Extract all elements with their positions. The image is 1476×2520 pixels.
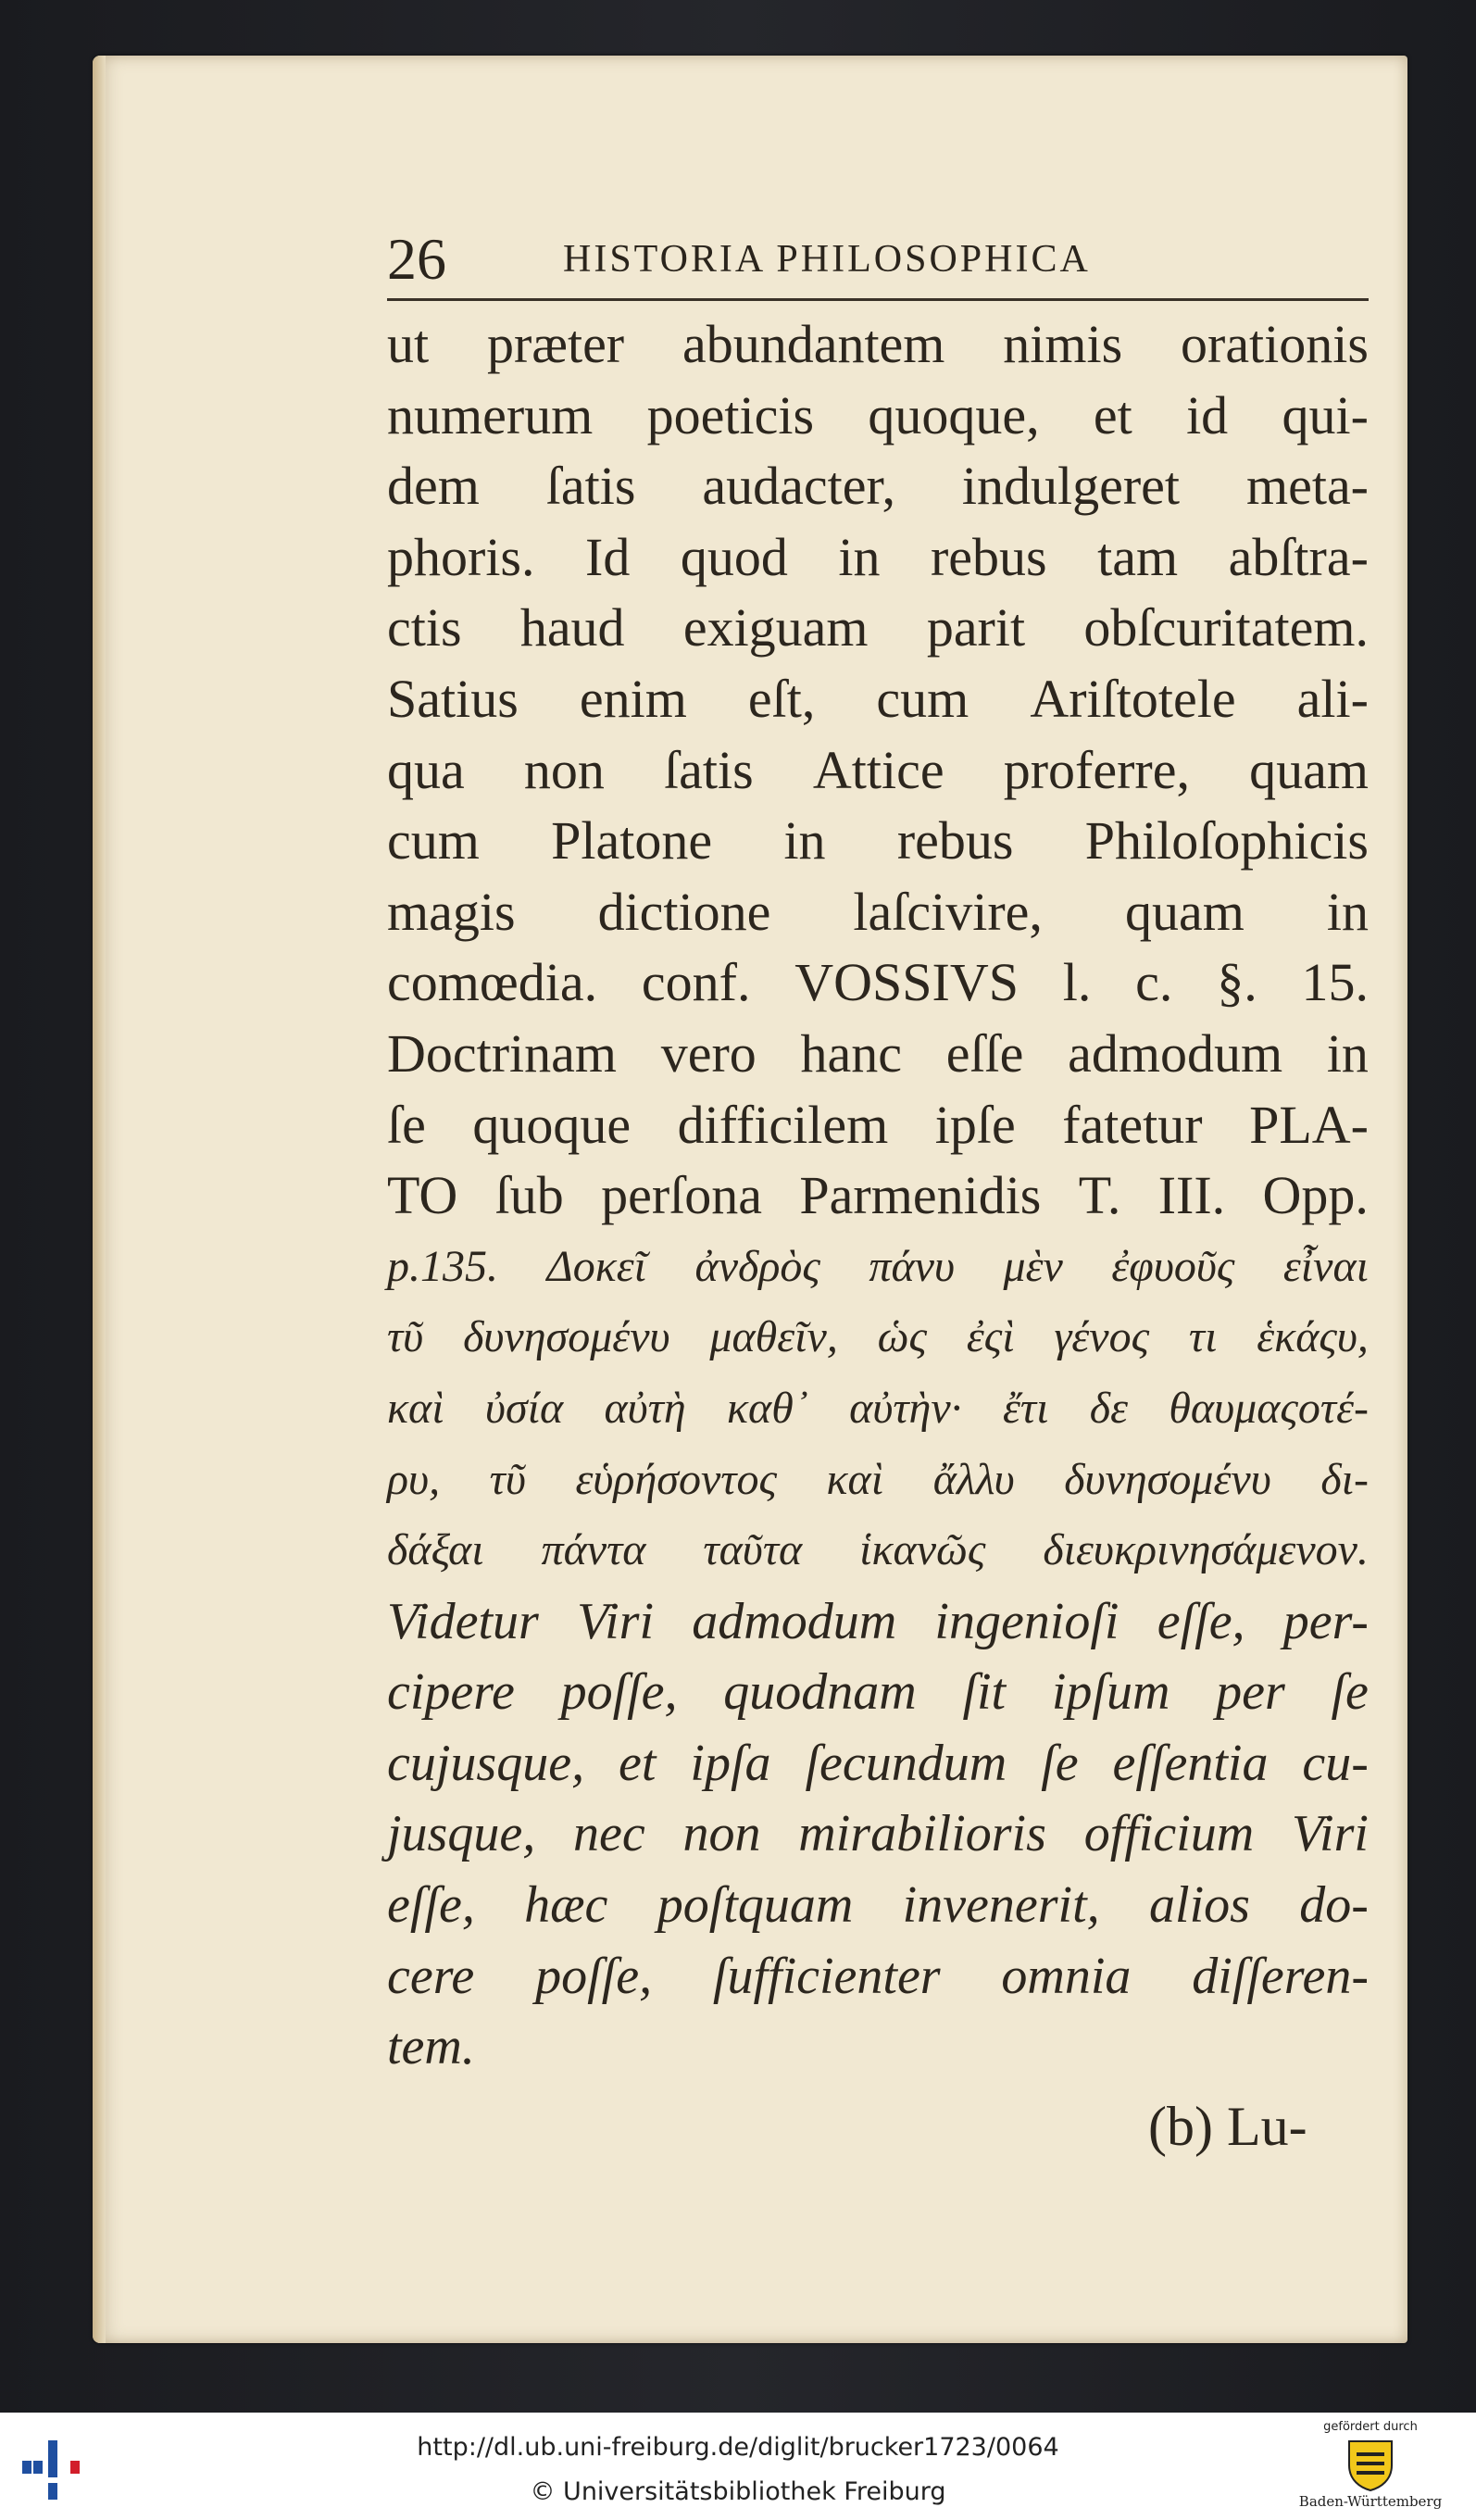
word: audacter, <box>702 456 895 517</box>
word: Doctrinam <box>387 1022 618 1084</box>
word: ingenioſi <box>934 1592 1120 1650</box>
word: et <box>619 1734 657 1792</box>
word: qua <box>387 739 465 800</box>
word: nec <box>573 1805 645 1863</box>
word: numerum <box>387 384 594 445</box>
word: præter <box>486 314 625 374</box>
word: καθ᾽ <box>727 1383 808 1433</box>
word: VOSSIVS <box>794 952 1019 1013</box>
word: in <box>1326 1022 1369 1084</box>
text-line <box>387 735 1369 807</box>
word: Philoſophicis <box>1084 810 1369 871</box>
word: poſſe, <box>560 1663 678 1722</box>
word: μαθεῖν, <box>709 1312 838 1362</box>
text-line <box>387 593 1369 664</box>
word: διευκρινησάμενον. <box>1043 1525 1369 1575</box>
word: 15. <box>1301 952 1369 1013</box>
word: εἶναι <box>1282 1241 1369 1291</box>
page-edge <box>93 56 106 2343</box>
text-line <box>387 1019 1369 1090</box>
word: Id <box>585 526 631 587</box>
word: eſſe, <box>1157 1592 1245 1650</box>
text-line <box>387 806 1369 877</box>
word: cujusque, <box>387 1734 585 1792</box>
word: rebus <box>896 810 1014 871</box>
word: ctis <box>387 597 462 658</box>
permalink-url[interactable]: http://dl.ub.uni-freiburg.de/diglit/brucker1723/0064 <box>417 2433 1059 2462</box>
word: nimis <box>1003 314 1123 374</box>
word: γένος <box>1054 1312 1150 1362</box>
word: ἔτι <box>1003 1383 1049 1433</box>
word: ſit <box>962 1663 1007 1722</box>
text-line <box>387 1941 1369 2012</box>
word: τῦ <box>489 1454 526 1504</box>
text-line <box>387 1728 1369 1799</box>
word: alios <box>1149 1876 1250 1935</box>
word: PLA- <box>1249 1094 1369 1155</box>
word: ſatis <box>664 739 754 800</box>
word: ipſa <box>690 1734 771 1792</box>
word: difficilem <box>677 1094 889 1155</box>
word: §. <box>1217 952 1257 1013</box>
word: cum <box>387 810 480 871</box>
word: jusque, <box>387 1805 536 1863</box>
word: indulgeret <box>961 456 1181 517</box>
text-line <box>387 309 1369 381</box>
word: comœdia. <box>387 952 598 1013</box>
funder-badge <box>1278 2418 1463 2518</box>
word: τῦ <box>387 1312 424 1362</box>
word: diſſeren- <box>1192 1947 1369 2005</box>
text-line <box>387 1870 1369 1941</box>
word: cere <box>387 1947 475 2005</box>
word: Ariſtotele <box>1030 668 1236 729</box>
word: Viri <box>1292 1805 1369 1863</box>
word: rebus <box>930 526 1047 587</box>
page-text <box>387 309 1369 2083</box>
word: p.135. <box>387 1241 498 1291</box>
word: conf. <box>641 952 751 1013</box>
word: ταῦτα <box>703 1525 803 1575</box>
word: θαυμαςοτέ- <box>1169 1383 1369 1433</box>
funder-label: gefördert durch <box>1323 2420 1418 2434</box>
catchword: (b) Lu- <box>1148 2096 1307 2157</box>
word: ἱκανῶς <box>859 1525 986 1575</box>
word: et <box>1093 384 1132 445</box>
word: vero <box>660 1022 757 1084</box>
text-line <box>387 947 1369 1019</box>
text-line <box>387 1090 1369 1161</box>
word: c. <box>1135 952 1173 1013</box>
word: ὐσία <box>484 1383 564 1433</box>
word: ut <box>387 314 430 374</box>
word: orationis <box>1181 314 1369 374</box>
word: ρυ, <box>387 1454 441 1504</box>
word: poſtquam <box>657 1876 854 1935</box>
running-title: HISTORIA PHILOSOPHICA <box>563 238 1091 281</box>
word: αὐτὴν· <box>849 1383 962 1433</box>
word: πάντα <box>541 1525 646 1575</box>
word: μὲν <box>1003 1241 1063 1291</box>
text-line <box>387 1232 1369 1303</box>
word: hæc <box>524 1876 608 1935</box>
word: admodum <box>1068 1022 1283 1084</box>
word: quod <box>680 526 788 587</box>
word: ali- <box>1296 668 1369 729</box>
word: ἑκάςυ, <box>1257 1312 1369 1362</box>
word: εὑρήσοντος <box>575 1454 777 1504</box>
word: Attice <box>812 739 944 800</box>
text-line <box>387 381 1369 452</box>
word: ἀνδρὸς <box>694 1241 820 1291</box>
word: δι- <box>1320 1454 1369 1504</box>
word: non <box>523 739 605 800</box>
text-line <box>387 1799 1369 1870</box>
word: laſcivire, <box>853 881 1043 942</box>
word: poſſe, <box>535 1947 653 2005</box>
word: proferre, <box>1003 739 1190 800</box>
word: poeticis <box>646 384 815 445</box>
word: ſecundum <box>805 1734 1007 1792</box>
word: eſſentia <box>1112 1734 1269 1792</box>
word: eſſe, <box>387 1876 475 1935</box>
copyright-notice: © Universitätsbibliothek Freiburg <box>530 2477 946 2506</box>
word: obſcuritatem. <box>1083 597 1369 658</box>
word: id <box>1186 384 1229 445</box>
word: invenerit, <box>902 1876 1100 1935</box>
text-line <box>387 1586 1369 1658</box>
word: τι <box>1188 1312 1218 1362</box>
word: mirabilioris <box>798 1805 1046 1863</box>
word: Parmenidis <box>799 1165 1042 1226</box>
word: ipſe <box>934 1094 1016 1155</box>
word: parit <box>926 597 1026 658</box>
word: δυνησομένυ <box>463 1312 670 1362</box>
word: tam <box>1097 526 1179 587</box>
word: δάξαι <box>387 1525 484 1575</box>
word: Platone <box>551 810 713 871</box>
text-line <box>387 451 1369 522</box>
word: Δοκεῖ <box>546 1241 646 1291</box>
word: ἄλλυ <box>932 1454 1015 1504</box>
running-header <box>387 222 1369 296</box>
page-number: 26 <box>387 226 446 292</box>
word: ſatis <box>545 456 636 517</box>
word: Opp. <box>1262 1165 1369 1226</box>
word: TO <box>387 1165 458 1226</box>
text-line <box>387 1445 1369 1516</box>
word: abundantem <box>682 314 945 374</box>
word: abſtra- <box>1228 526 1369 587</box>
word: αὐτὴ <box>604 1383 686 1433</box>
word: ἐφυοῦς <box>1111 1241 1235 1291</box>
text-line <box>387 1373 1369 1445</box>
word: quam <box>1124 881 1245 942</box>
word: dem <box>387 456 480 517</box>
word: III. <box>1157 1165 1226 1226</box>
word: haud <box>519 597 625 658</box>
word: ἐςὶ <box>966 1312 1015 1362</box>
word: eſſe <box>945 1022 1024 1084</box>
word: T. <box>1078 1165 1121 1226</box>
word: in <box>783 810 826 871</box>
word: qui- <box>1282 384 1369 445</box>
word: Viri <box>577 1592 655 1650</box>
word: ſufficienter <box>712 1947 941 2005</box>
coat-of-arms-icon <box>1345 2438 1395 2491</box>
word: πάνυ <box>869 1241 955 1291</box>
word: quam <box>1249 739 1369 800</box>
word: omnia <box>1001 1947 1132 2005</box>
text-line <box>387 1160 1369 1232</box>
word: phoris. <box>387 526 535 587</box>
word: officium <box>1083 1805 1255 1863</box>
word: quoque <box>472 1094 632 1155</box>
word: fatetur <box>1062 1094 1203 1155</box>
text-line <box>387 1302 1369 1373</box>
word: non <box>682 1805 761 1863</box>
word: dictione <box>597 881 771 942</box>
text-line <box>387 877 1369 948</box>
text-line <box>387 2012 1369 2083</box>
word: ſe <box>1041 1734 1079 1792</box>
word: in <box>1326 881 1369 942</box>
word: δε <box>1089 1383 1128 1433</box>
word: ſe <box>387 1094 426 1155</box>
word: per- <box>1282 1592 1369 1650</box>
word: in <box>838 526 881 587</box>
word: per <box>1216 1663 1285 1722</box>
word: cipere <box>387 1663 515 1722</box>
word: l. <box>1062 952 1092 1013</box>
word: enim <box>579 668 687 729</box>
word: eſt, <box>747 668 816 729</box>
word: ſe <box>1331 1663 1369 1722</box>
funder-name: Baden-Württemberg <box>1298 2493 1443 2510</box>
word: hanc <box>800 1022 902 1084</box>
word: cum <box>876 668 969 729</box>
word: καὶ <box>826 1454 884 1504</box>
word: do- <box>1299 1876 1369 1935</box>
word: ſub <box>494 1165 564 1226</box>
word: καὶ <box>387 1383 444 1433</box>
word: exiguam <box>682 597 869 658</box>
word: meta- <box>1245 456 1369 517</box>
viewer-footer <box>0 2413 1476 2520</box>
word: ὡς <box>877 1312 928 1362</box>
word: quodnam <box>723 1663 917 1722</box>
text-line <box>387 1515 1369 1586</box>
word: cu- <box>1302 1734 1369 1792</box>
word: Satius <box>387 668 519 729</box>
word: perſona <box>601 1165 763 1226</box>
word: quoque, <box>868 384 1040 445</box>
word: tem. <box>387 2018 475 2076</box>
word: δυνησομένυ <box>1064 1454 1271 1504</box>
word: admodum <box>692 1592 897 1650</box>
text-line <box>387 664 1369 735</box>
text-line <box>387 522 1369 594</box>
header-rule <box>387 298 1369 301</box>
word: Videtur <box>387 1592 539 1650</box>
text-line <box>387 1657 1369 1728</box>
word: ipſum <box>1051 1663 1170 1722</box>
word: magis <box>387 881 516 942</box>
